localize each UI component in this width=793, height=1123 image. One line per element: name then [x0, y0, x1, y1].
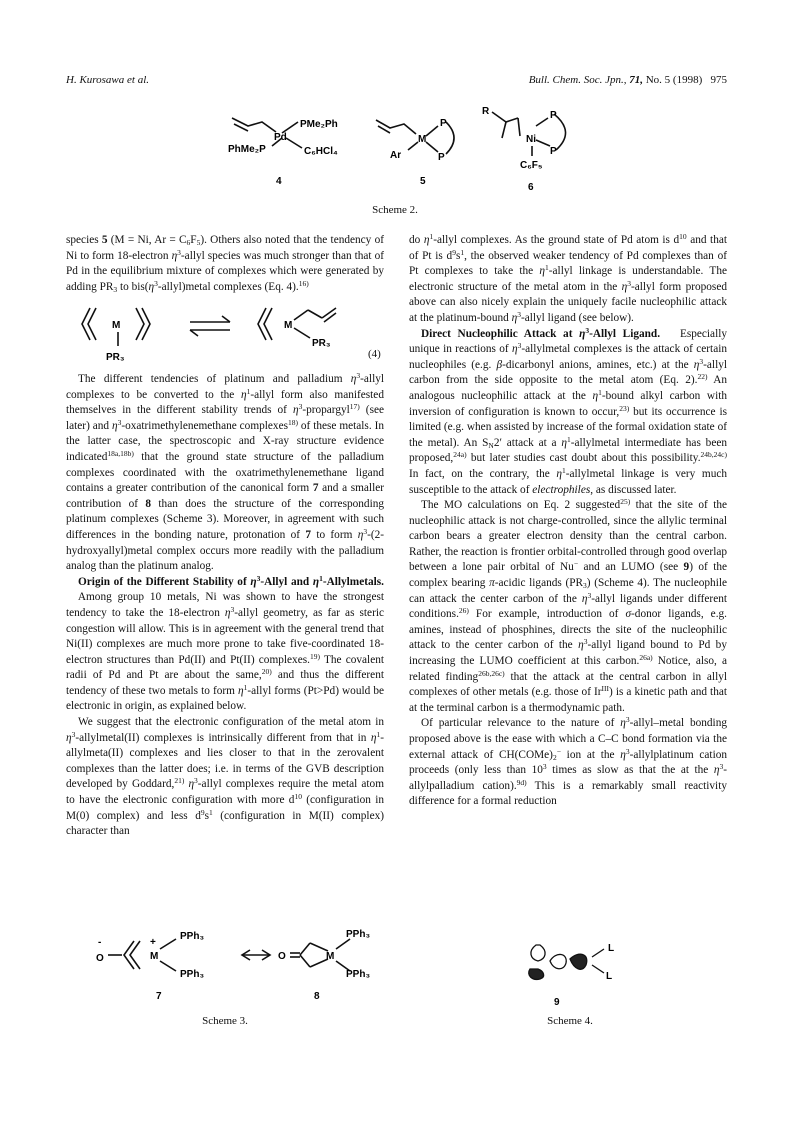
paragraph: Origin of the Different Stability of $\eta^3$-Allyl and $\eta^1$-Allylmetals. Among group 10 metals, Ni was shown to have the strongest tendency to take the 18-electron $\eta^3$-allyl geometry, as far as steric congestion will allow. This is in agreement with the general trend that Ni(II) complexes are much more prone to take five-coordinated 18-electron structures than Pd(II) and Pt(II) complexes.$^{19)}$ The covalent radii of Pd and Pt are about the same,$^{20)}$ and thus the different tendency of these two metals to form $\eta^1$-allyl forms (Pt>Pd) would be electronic in origin, as explained below. [66, 573, 384, 713]
c4-number: 4 [276, 176, 282, 187]
equation-4-number: (4) [368, 348, 381, 360]
scheme-3-figure [92, 925, 372, 1005]
c6-c6f5-label: C₆F₅ [520, 160, 543, 171]
c4-pd-label: Pd [274, 132, 287, 143]
scheme-2-caption: Scheme 2. [372, 204, 418, 216]
c6-r-label: R [482, 106, 490, 117]
c5-m-label: M [418, 134, 427, 145]
s3-pph3-b-label: PPh₃ [180, 969, 205, 980]
s3-o-b-label: O [278, 951, 286, 962]
paragraph: do $\eta^1$-allyl complexes. As the ground state of Pd atom is $d^{10}$ and that of Pt is $d^9s^1$, the observed weaker tendency of Pd complexes than of Pt complexes to take the $\eta^1$-allyl linkage is understandable. The electronic structure of the metal atom in the $\eta^3$-allyl form proposed above can also nicely explain the uniquely facile nucleophilic attack at the platinum-bound $\eta^3$-allyl ligand (see below). [409, 232, 727, 324]
c5-p1-label: P [440, 118, 447, 129]
s3-pph3-a-label: PPh₃ [180, 931, 205, 942]
scheme-2-figure [190, 100, 610, 200]
running-author: H. Kurosawa et al. [66, 74, 150, 86]
c6-ni-label: Ni [526, 134, 536, 145]
s4-number-9: 9 [554, 997, 560, 1008]
eq4-pr3-1-label: PR₃ [106, 352, 125, 363]
paragraph: The MO calculations on Eq. 2 suggested$^{25)}$ that the site of the nucleophilic attack is not charge-controlled, since the allylic terminal carbon bears a greater electron density than the central carbon. Rather, the reaction is frontier orbital-controlled through good overlap between a lone pair orbital of Nu− and an LUMO (see 9) of the complex bearing π-acidic ligands $(PR_3)$ (Scheme 4). The nucleophile can attack the center carbon of the $\eta^3$-allyl ligands under different conditions.$^{26)}$ For example, introduction of σ-donor ligands, e.g. amines, instead of phosphines, directs the site of the nucleophilic attack to the center carbon of the $\eta^3$-allyl ligand bound to Pd by increasing the LUMO coefficient at this carbon.$^{26a)}$ Notice, also, a related finding$^{26b,26c)}$ that the attack at the central carbon in allyl complexes of other metals (e.g. those of $Ir^{III}$) is a kinetic path and that at the terminal carbon is a thermodynamic path. [409, 497, 727, 714]
paragraph: Direct Nucleophilic Attack at $\eta^3$-Allyl Ligand. Especially unique in reactions of $\eta^3$-allylmetal complexes is the attack of certain nucleophiles (e.g. β-dicarbonyl anions, amines, etc.) at the $\eta^3$-allyl carbon from the side opposite to the metal atom (Eq. 2).$^{22)}$ An analogous nucleophilic attack at the $\eta^1$-bound alkyl carbon with inversion of configuration is known to occur,$^{23)}$ but its occurrence is limited (e.g. when assisted by increase of the formal oxidation state of the metal). An $S_N2'$ attack at a $\eta^1$-allylmetal intermediate has been proposed,$^{24a)}$ but later studies cast doubt about this possibility.$^{24b,24c)}$ In fact, on the contrary, the $\eta^1$-allylmetal linkage is very much susceptible to the attack of electrophiles, as discussed later. [409, 325, 728, 496]
c4-phme2p-label: PhMe₂P [228, 144, 266, 155]
s4-l1-label: L [608, 943, 615, 954]
scheme-3-caption: Scheme 3. [202, 1015, 248, 1027]
s3-minus-charge: - [98, 937, 102, 948]
c4-pme2ph-label: PMe₂Ph [300, 119, 338, 130]
journal-issue: No. 5 (1998) [645, 74, 703, 86]
c6-number: 6 [528, 182, 534, 193]
right-column-main [409, 233, 727, 810]
paragraph: Of particular relevance to the nature of $\eta^3-allyl$–metal bonding proposed above is the ease with which a C–C bond formation via the external attack of $CH(COMe)_2^-$ ion at the $\eta^3$-allylplatinum cation proceeds (only less than $10^3$ times as slow as that the at the $\eta^3$-allylpalladium cation).$^{9d)}$ This is a remarkably small reactivity difference for a formal reduction [409, 715, 728, 808]
s3-m-a-label: M [150, 951, 159, 962]
s3-number-8: 8 [314, 991, 320, 1002]
c5-ar-label: Ar [390, 150, 402, 161]
s3-pph3-d-label: PPh₃ [346, 969, 371, 980]
paragraph: We suggest that the electronic configuration of the metal atom in $\eta^3-allylmetal(II)$ complexes is intrinsically different from that in $\eta^1-allylmeta(II)$ complexes and lies closer to that in the zerovalent complexes than the latter does; i.e. in terms of the GVB description developed by Goddard,$^{21)}$ $\eta^3$-allyl complexes require the metal atom to have the electronic configuration with more $d^{10}$ (configuration in M(0) complex) and less $d^9s^1$ (configuration in M(II) complex) character than [66, 716, 384, 838]
c6-p1-label: P [550, 110, 557, 121]
c6-p2-label: P [550, 146, 557, 157]
equation-4-figure [80, 300, 380, 370]
eq4-m1-label: M [112, 320, 121, 331]
eq4-m2-label: M [284, 320, 293, 331]
s3-o-a-label: O [96, 953, 104, 964]
paragraph: species 5 (M = Ni, $Ar = C_6F_5$). Others also noted that the tendency of Ni to form 18-electron $\eta^3$-allyl species was much stronger than that of Pd in the equilibrium mixture of complexes which were generated by adding $PR_3$ to $bis(\eta^3-allyl)metal$ complexes (Eq. 4).$^{16)}$ [66, 234, 385, 294]
eq4-pr3-2-label: PR₃ [312, 338, 331, 349]
scheme-4-figure [520, 935, 630, 1010]
c5-number: 5 [420, 176, 426, 187]
journal-name: Bull. Chem. Soc. Jpn., [528, 74, 627, 86]
c4-c6hcl4-label: C₆HCl₄ [304, 146, 338, 157]
c5-p2-label: P [438, 152, 445, 163]
left-column-top [66, 233, 384, 295]
paragraph: The different tendencies of platinum and palladium $\eta^3$-allyl complexes to be converted to the $\eta^1$-allyl form also manifested themselves in the different stability trends of $\eta^3-propargyl^{17)}$ (see later) and $\eta^3$-oxatrimethylenemethane complexes$^{18)}$ of these metals. In the latter case, the spectroscopic and X-ray structure evidence indicated$^{18a,18b)}$ that the ground state structure of the palladium complexes coordinated with the oxatrimethylenemethane ligand contains a greater contribution of the canonical form 7 and a smaller contribution of 8 than does the structure of the corresponding platinum complexes (Scheme 3). Moreover, in agreement with such differences in the bonding nature, protonation of 7 to form $\eta^3-(2-hydroxyallyl)metal$ complex occurs more readily with the palladium analog than the platinum analog. [66, 371, 384, 573]
s3-pph3-c-label: PPh₃ [346, 929, 371, 940]
s3-number-7: 7 [156, 991, 162, 1002]
scheme-4-caption: Scheme 4. [547, 1015, 593, 1027]
left-column-main [66, 372, 384, 840]
s3-m-b-label: M [326, 951, 335, 962]
page-number: 975 [710, 74, 727, 86]
s3-plus-charge: + [150, 937, 156, 948]
journal-volume: 71, [629, 74, 643, 86]
s4-l2-label: L [606, 971, 613, 982]
running-journal [529, 74, 727, 86]
